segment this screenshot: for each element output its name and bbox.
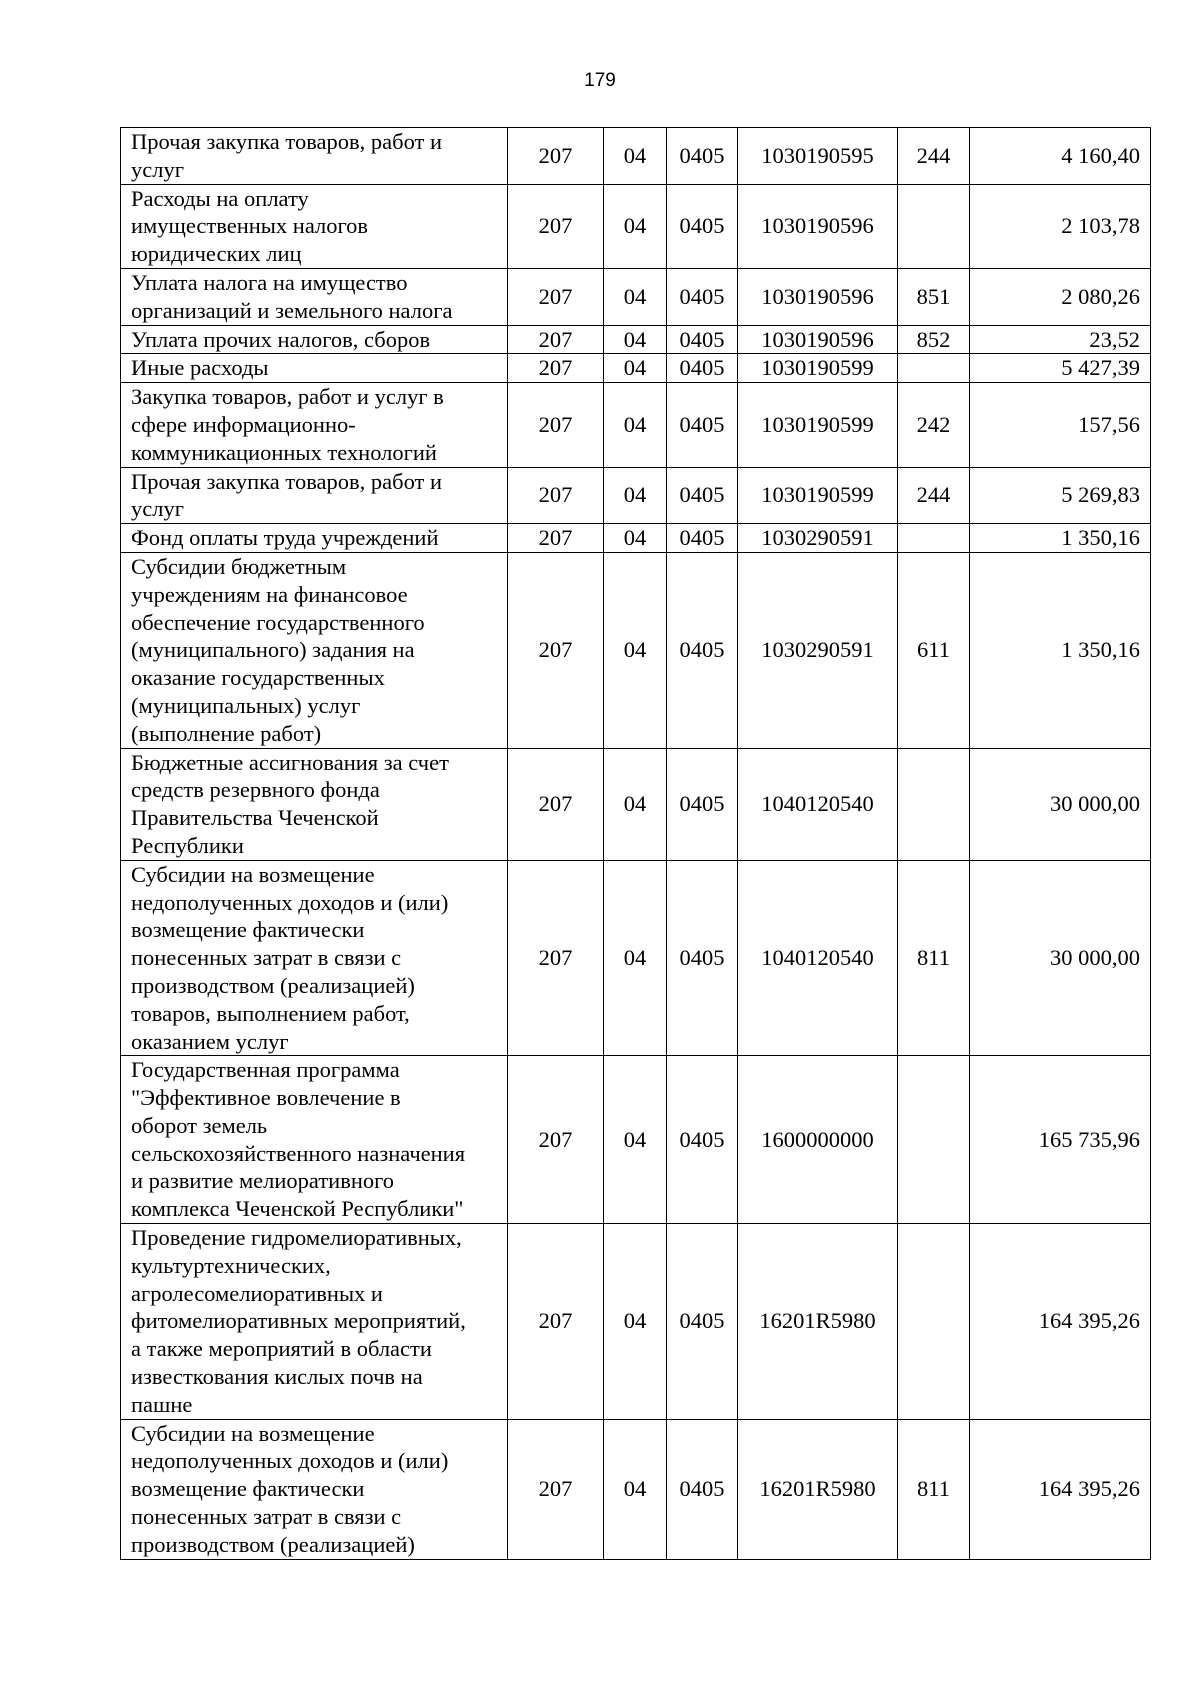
row-expense-type-cell xyxy=(898,184,970,268)
budget-table xyxy=(120,127,1151,1560)
row-name-cell: Государственная программа "Эффективное вовлечение в оборот земель сельскохозяйственного назначения и развитие мелиоративного комплекса Чеченской Республики" xyxy=(121,1056,508,1224)
table-row xyxy=(121,354,1151,383)
row-target-article-cell: 1030190599 xyxy=(738,354,898,383)
table-row xyxy=(121,1224,1151,1420)
budget-table-body xyxy=(121,128,1151,1560)
row-section-code-cell: 04 xyxy=(604,1419,667,1559)
row-expense-type-cell: 811 xyxy=(898,1419,970,1559)
row-ministry-code-cell: 207 xyxy=(508,354,604,383)
row-expense-type-cell: 244 xyxy=(898,467,970,524)
row-subsection-code-cell: 0405 xyxy=(667,383,738,467)
row-subsection-code-cell: 0405 xyxy=(667,467,738,524)
row-target-article-cell: 1030190596 xyxy=(738,268,898,325)
row-ministry-code-cell: 207 xyxy=(508,184,604,268)
row-name-cell: Расходы на оплату имущественных налогов юридических лиц xyxy=(121,184,508,268)
table-row xyxy=(121,860,1151,1056)
row-expense-type-cell xyxy=(898,1224,970,1420)
row-section-code-cell: 04 xyxy=(604,268,667,325)
row-section-code-cell: 04 xyxy=(604,552,667,748)
row-subsection-code-cell: 0405 xyxy=(667,860,738,1056)
table-row xyxy=(121,552,1151,748)
row-ministry-code-cell: 207 xyxy=(508,748,604,860)
row-amount-cell: 157,56 xyxy=(970,383,1151,467)
row-amount-cell: 4 160,40 xyxy=(970,128,1151,185)
row-ministry-code-cell: 207 xyxy=(508,325,604,354)
row-subsection-code-cell: 0405 xyxy=(667,354,738,383)
row-section-code-cell: 04 xyxy=(604,860,667,1056)
row-subsection-code-cell: 0405 xyxy=(667,128,738,185)
row-amount-cell: 1 350,16 xyxy=(970,524,1151,553)
row-name-cell: Уплата налога на имущество организаций и земельного налога xyxy=(121,268,508,325)
row-section-code-cell: 04 xyxy=(604,128,667,185)
row-expense-type-cell: 611 xyxy=(898,552,970,748)
row-ministry-code-cell: 207 xyxy=(508,383,604,467)
row-expense-type-cell xyxy=(898,524,970,553)
row-expense-type-cell xyxy=(898,354,970,383)
row-name-cell: Фонд оплаты труда учреждений xyxy=(121,524,508,553)
row-expense-type-cell: 811 xyxy=(898,860,970,1056)
row-section-code-cell: 04 xyxy=(604,1056,667,1224)
row-subsection-code-cell: 0405 xyxy=(667,1419,738,1559)
row-amount-cell: 2 080,26 xyxy=(970,268,1151,325)
row-subsection-code-cell: 0405 xyxy=(667,325,738,354)
table-row xyxy=(121,1056,1151,1224)
row-target-article-cell: 1030190595 xyxy=(738,128,898,185)
page-number: 179 xyxy=(584,70,616,91)
table-row xyxy=(121,128,1151,185)
table-row xyxy=(121,1419,1151,1559)
row-amount-cell: 30 000,00 xyxy=(970,860,1151,1056)
row-amount-cell: 1 350,16 xyxy=(970,552,1151,748)
row-section-code-cell: 04 xyxy=(604,325,667,354)
row-target-article-cell: 1030290591 xyxy=(738,524,898,553)
row-name-cell: Проведение гидромелиоративных, культуртехнических, агролесомелиоративных и фитомелиоративных мероприятий, а также мероприятий в области известкования кислых почв на пашне xyxy=(121,1224,508,1420)
row-amount-cell: 2 103,78 xyxy=(970,184,1151,268)
row-target-article-cell: 1030290591 xyxy=(738,552,898,748)
row-target-article-cell: 1040120540 xyxy=(738,860,898,1056)
row-target-article-cell: 16201R5980 xyxy=(738,1224,898,1420)
row-subsection-code-cell: 0405 xyxy=(667,1056,738,1224)
row-amount-cell: 23,52 xyxy=(970,325,1151,354)
row-ministry-code-cell: 207 xyxy=(508,467,604,524)
row-target-article-cell: 1030190596 xyxy=(738,325,898,354)
row-name-cell: Прочая закупка товаров, работ и услуг xyxy=(121,467,508,524)
row-subsection-code-cell: 0405 xyxy=(667,552,738,748)
row-ministry-code-cell: 207 xyxy=(508,268,604,325)
row-target-article-cell: 16201R5980 xyxy=(738,1419,898,1559)
row-amount-cell: 164 395,26 xyxy=(970,1224,1151,1420)
row-ministry-code-cell: 207 xyxy=(508,1056,604,1224)
row-section-code-cell: 04 xyxy=(604,524,667,553)
row-section-code-cell: 04 xyxy=(604,383,667,467)
row-target-article-cell: 1600000000 xyxy=(738,1056,898,1224)
row-name-cell: Субсидии бюджетным учреждениям на финансовое обеспечение государственного (муниципального) задания на оказание государственных (муниципальных) услуг (выполнение работ) xyxy=(121,552,508,748)
row-section-code-cell: 04 xyxy=(604,748,667,860)
row-name-cell: Прочая закупка товаров, работ и услуг xyxy=(121,128,508,185)
row-amount-cell: 30 000,00 xyxy=(970,748,1151,860)
row-section-code-cell: 04 xyxy=(604,354,667,383)
table-row xyxy=(121,524,1151,553)
row-name-cell: Иные расходы xyxy=(121,354,508,383)
row-target-article-cell: 1030190599 xyxy=(738,467,898,524)
row-section-code-cell: 04 xyxy=(604,1224,667,1420)
table-row xyxy=(121,268,1151,325)
row-expense-type-cell: 851 xyxy=(898,268,970,325)
row-section-code-cell: 04 xyxy=(604,467,667,524)
row-target-article-cell: 1040120540 xyxy=(738,748,898,860)
table-row xyxy=(121,467,1151,524)
row-subsection-code-cell: 0405 xyxy=(667,748,738,860)
table-row xyxy=(121,383,1151,467)
table-row xyxy=(121,325,1151,354)
row-name-cell: Субсидии на возмещение недополученных доходов и (или) возмещение фактически понесенных затрат в связи с производством (реализацией) xyxy=(121,1419,508,1559)
row-expense-type-cell: 242 xyxy=(898,383,970,467)
row-ministry-code-cell: 207 xyxy=(508,552,604,748)
row-ministry-code-cell: 207 xyxy=(508,524,604,553)
row-amount-cell: 164 395,26 xyxy=(970,1419,1151,1559)
row-amount-cell: 5 269,83 xyxy=(970,467,1151,524)
row-subsection-code-cell: 0405 xyxy=(667,524,738,553)
row-amount-cell: 5 427,39 xyxy=(970,354,1151,383)
row-name-cell: Бюджетные ассигнования за счет средств резервного фонда Правительства Чеченской Республики xyxy=(121,748,508,860)
row-ministry-code-cell: 207 xyxy=(508,128,604,185)
row-ministry-code-cell: 207 xyxy=(508,1419,604,1559)
row-ministry-code-cell: 207 xyxy=(508,1224,604,1420)
row-expense-type-cell xyxy=(898,748,970,860)
row-expense-type-cell: 244 xyxy=(898,128,970,185)
row-ministry-code-cell: 207 xyxy=(508,860,604,1056)
row-target-article-cell: 1030190596 xyxy=(738,184,898,268)
row-expense-type-cell xyxy=(898,1056,970,1224)
row-expense-type-cell: 852 xyxy=(898,325,970,354)
row-name-cell: Закупка товаров, работ и услуг в сфере информационно- коммуникационных технологий xyxy=(121,383,508,467)
row-amount-cell: 165 735,96 xyxy=(970,1056,1151,1224)
row-name-cell: Уплата прочих налогов, сборов xyxy=(121,325,508,354)
row-target-article-cell: 1030190599 xyxy=(738,383,898,467)
row-section-code-cell: 04 xyxy=(604,184,667,268)
row-subsection-code-cell: 0405 xyxy=(667,1224,738,1420)
table-row xyxy=(121,748,1151,860)
row-subsection-code-cell: 0405 xyxy=(667,268,738,325)
row-name-cell: Субсидии на возмещение недополученных доходов и (или) возмещение фактически понесенных затрат в связи с производством (реализацией) товаров, выполнением работ, оказанием услуг xyxy=(121,860,508,1056)
row-subsection-code-cell: 0405 xyxy=(667,184,738,268)
table-row xyxy=(121,184,1151,268)
